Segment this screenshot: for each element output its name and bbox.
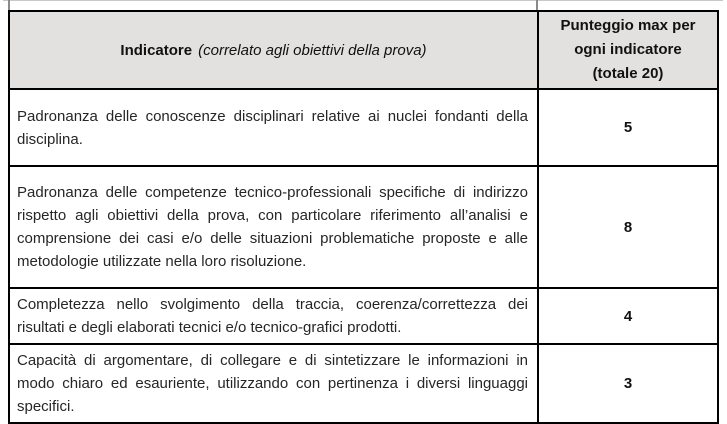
indicator-cell: Padronanza delle competenze tecnico-professionali specifiche di indirizzo rispetto agli obiettivi della prova, con particolare riferimento all’analisi e comprensione dei casi e/o delle situazioni problematiche proposte e alle metodologie utilizzate nella loro risoluzione. [9,166,538,288]
score-header-line: Punteggio max per [560,17,696,34]
indicator-cell: Padronanza delle conoscenze disciplinari relative ai nuclei fondanti della disciplina. [9,89,538,166]
indicator-cell: Capacità di argomentare, di collegare e di sintetizzare le informazioni in modo chiaro ed esauriente, utilizzando con pertinenza i diversi linguaggi specifici. [9,344,538,423]
score-column-header [538,11,718,89]
score-cell: 5 [538,89,718,166]
score-cell: 8 [538,166,718,288]
table-row [9,166,718,288]
table-header-row [9,11,718,89]
indicator-cell: Completezza nello svolgimento della traccia, coerenza/correttezza dei risultati e degli elaborati tecnici e/o tecnico-grafici prodotti. [9,288,538,344]
indicator-header-title: Indicatore [120,41,193,59]
table-row [9,288,718,344]
score-cell: 4 [538,288,718,344]
score-header-line: ogni indicatore [574,41,682,58]
indicator-header-subtitle: (correlato agli obiettivi della prova) [198,41,427,59]
table-row [9,89,718,166]
grading-rubric-table [8,10,719,424]
cropped-row-top-line [3,0,723,1]
score-header-line: (totale 20) [592,65,664,82]
score-cell: 3 [538,344,718,423]
table-row [9,344,718,423]
indicator-column-header [9,11,538,89]
